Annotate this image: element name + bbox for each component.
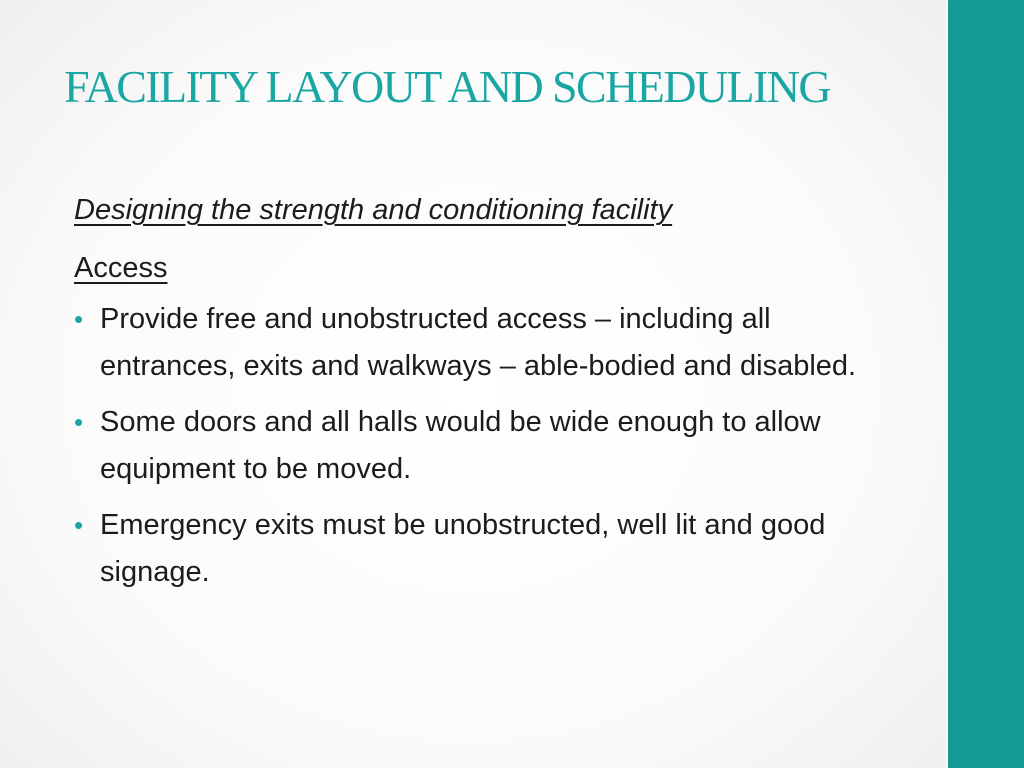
- bullet-list: [74, 296, 914, 596]
- bullet-text: Provide free and unobstructed access – including all entrances, exits and walkways – able-bodied and disabled.: [100, 303, 857, 382]
- bullet-icon: •: [74, 510, 84, 540]
- bullet-icon: •: [74, 407, 84, 437]
- bullet-item: [74, 296, 914, 390]
- subheading: Designing the strength and conditioning facility: [74, 194, 673, 226]
- section-label: Access: [74, 252, 168, 284]
- accent-side-bar: [948, 0, 1024, 768]
- slide-content: [74, 188, 914, 605]
- bullet-icon: •: [74, 304, 84, 334]
- slide-title: FACILITY LAYOUT AND SCHEDULING: [64, 61, 830, 112]
- bullet-text: Some doors and all halls would be wide enough to allow equipment to be moved.: [100, 406, 821, 485]
- bullet-text: Emergency exits must be unobstructed, well lit and good signage.: [100, 509, 826, 588]
- bullet-item: [74, 399, 914, 493]
- bullet-item: [74, 502, 914, 596]
